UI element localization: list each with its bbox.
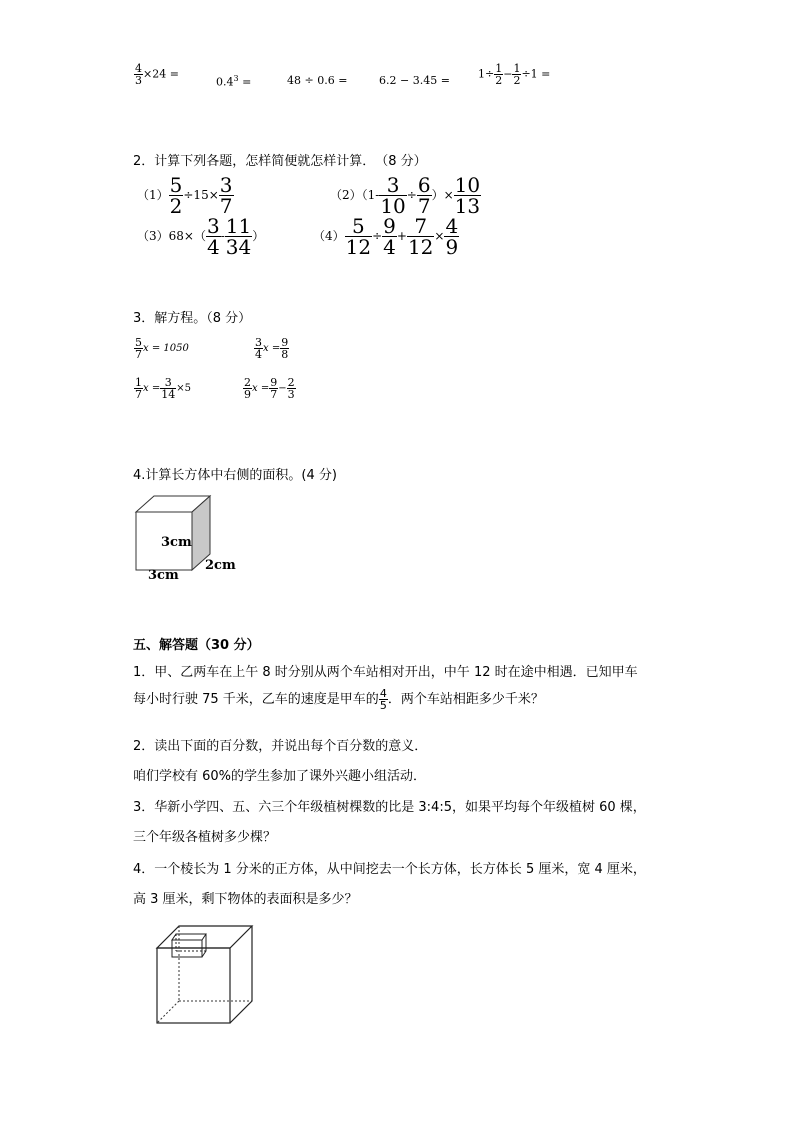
q2-title: 2．计算下列各题，怎样简便就怎样计算． （8 分） [133,154,427,169]
equation-1: $\frac{5}{7}$ x = 1050 [135,336,189,361]
fraction: $\frac{2}{3}$ [287,376,295,401]
problem-3-line-2: 三个年级各植树多少棵？ [133,830,277,845]
fraction: $\frac{10}{13}$ [454,173,481,218]
problem-1-line-1: 1．甲、乙两车在上午 8 时分别从两个车站相对开出，中午 12 时在途中相遇．已知甲车 [133,665,638,680]
cube-front-face [157,948,230,1023]
cube-right-edges [230,926,252,1023]
fraction: $\frac{4}{3}$ [135,62,142,87]
fraction: $\frac{5}{2}$ [169,173,183,218]
fraction: $\frac{1}{2}$ [495,62,503,87]
fraction: $\frac{2}{9}$ [244,376,251,401]
fraction: $\frac{3}{4}$ [255,336,262,361]
fraction: $\frac{9}{7}$ [270,376,278,401]
q2-problem-3: （3）68×（ $\frac{3}{4}$ - $\frac{11}{34}$ ） [137,214,265,259]
fraction: $\frac{3}{4}$ [206,214,220,259]
q2-problem-2: （2）（1- $\frac{3}{10}$ ÷ $\frac{6}{7}$ ）× $\frac{10}{13}$ [330,173,481,218]
problem-4-line-1: 4．一个棱长为 1 分米的正方体，从中间挖去一个长方体，长方体长 5 厘米，宽 4 厘米， [133,862,646,877]
problem-1-line-2: 每小时行驶 75 千米，乙车的速度是甲车的 $\frac{4}{5}$ ．两个车站相距多少千米？ [133,687,544,712]
fraction: $\frac{4}{9}$ [445,214,459,259]
problem-3-line-1: 3．华新小学四、五、六三个年级植树棵数的比是 3:4:5，如果平均每个年级植树 60 棵， [133,800,646,815]
expr-3: 48 ÷ 0.6 = [287,74,348,87]
hollow-cuboid [172,934,206,957]
expr-2: $0.4^3$ = [216,74,252,89]
q4-title: 4.计算长方体中右侧的面积。(4 分) [133,468,337,483]
fraction: $\frac{3}{14}$ [161,376,176,401]
expr-1: $\frac{4}{3}$ ×24 = [135,62,179,87]
width-label: 3cm [148,568,179,583]
fraction: $\frac{9}{8}$ [281,336,289,361]
q3-title: 3．解方程。（8 分） [133,311,252,326]
fraction: $\frac{11}{34}$ [225,214,252,259]
fraction: $\frac{3}{7}$ [219,173,233,218]
fraction: $\frac{4}{5}$ [379,687,387,712]
equation-3: $\frac{1}{7}$ x = $\frac{3}{14}$ ×5 [135,376,191,401]
fraction: $\frac{5}{7}$ [135,336,142,361]
problem-2-line-1: 2．读出下面的百分数，并说出每个百分数的意义． [133,739,428,754]
fraction: $\frac{1}{2}$ [513,62,521,87]
expr-4: 6.2 − 3.45 = [379,74,450,87]
cube-diagram [150,920,260,1030]
q2-problem-4: （4） $\frac{5}{12}$ ÷ $\frac{9}{4}$ + $\frac{7}{12}$ × $\frac{4}{9}$ [313,214,459,259]
q2-problem-1: （1） $\frac{5}{2}$ ÷15× $\frac{3}{7}$ [137,173,233,218]
fraction: $\frac{5}{12}$ [345,214,372,259]
depth-label: 2cm [205,558,236,573]
fraction: $\frac{6}{7}$ [417,173,431,218]
height-label: 3cm [161,535,192,550]
problem-2-line-2: 咱们学校有 60%的学生参加了课外兴趣小组活动． [133,769,427,784]
equation-4: $\frac{2}{9}$ x = $\frac{9}{7}$ − $\frac{2}{3}$ [244,376,295,401]
fraction: $\frac{7}{12}$ [407,214,434,259]
fraction: $\frac{3}{10}$ [380,173,406,218]
expr-5: 1÷ $\frac{1}{2}$ − $\frac{1}{2}$ ÷1 = [478,62,551,87]
equation-2: $\frac{3}{4}$ x = $\frac{9}{8}$ [255,336,289,361]
problem-4-line-2: 高 3 厘米，剩下物体的表面积是多少？ [133,892,358,907]
fraction: $\frac{9}{4}$ [383,214,396,259]
section5-title: 五、解答题（30 分） [133,638,260,653]
fraction: $\frac{1}{7}$ [135,376,142,401]
